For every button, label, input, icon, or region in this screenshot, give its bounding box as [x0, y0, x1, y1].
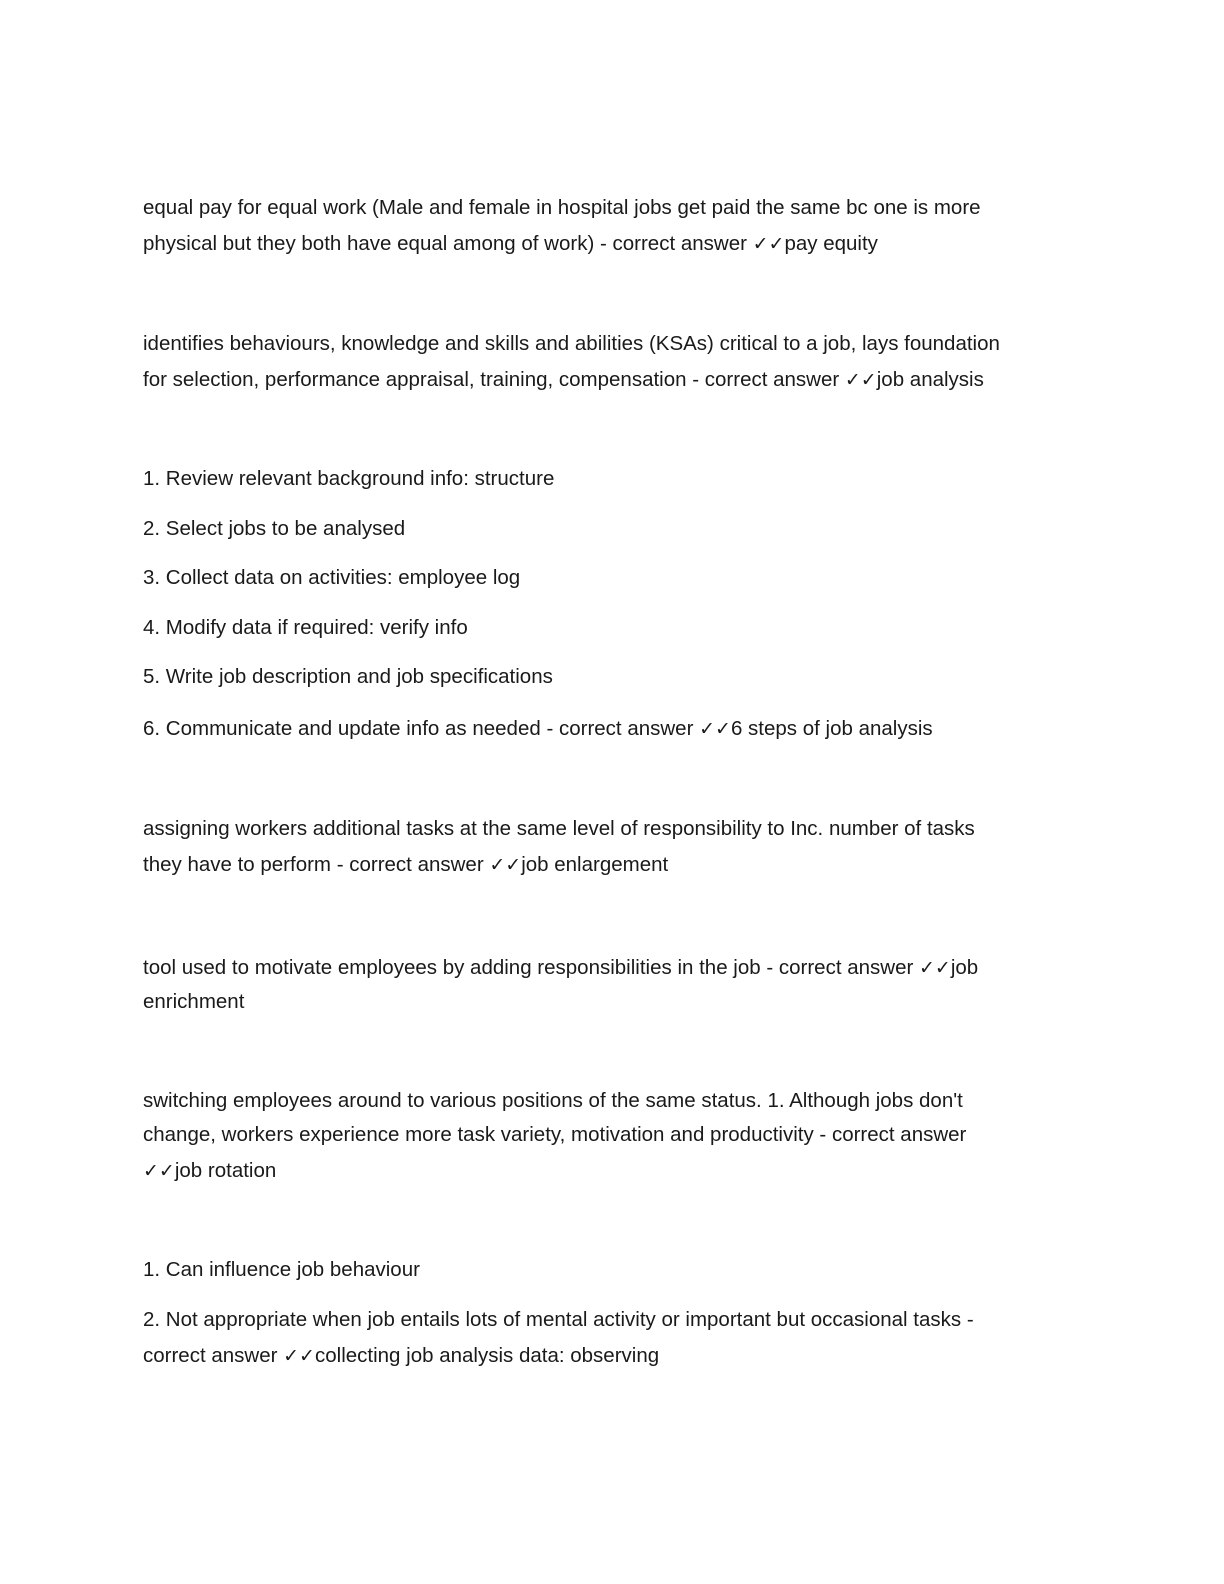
card-2-line-2 [143, 368, 1083, 392]
card-2-answer: job analysis [876, 368, 984, 391]
card-1-answer: pay equity [784, 232, 878, 255]
card-3-question-text: 6. Communicate and update info as needed - correct answer [143, 717, 700, 740]
card-5-answer: job [950, 956, 979, 979]
card-1-question-text: physical but they both have equal among of work) - correct answer [143, 232, 753, 255]
card-7-line-1: 1. Can influence job behaviour [143, 1258, 420, 1281]
card-5-line-1 [143, 956, 1083, 980]
card-3-answer: 6 steps of job analysis [730, 717, 933, 740]
card-6-line-2: change, workers experience more task variety, motivation and productivity - correct answer [143, 1123, 967, 1146]
card-3-step-2: 2. Select jobs to be analysed [143, 517, 406, 540]
card-2-question-text: for selection, performance appraisal, training, compensation - correct answer [143, 368, 845, 391]
card-5-answer-continued: enrichment [143, 990, 245, 1013]
card-2-line-1: identifies behaviours, knowledge and skills and abilities (KSAs) critical to a job, lays foundation [143, 332, 1000, 355]
card-6-line-3 [143, 1159, 1083, 1183]
card-3-step-4: 4. Modify data if required: verify info [143, 616, 468, 639]
card-1-line-1: equal pay for equal work (Male and female in hospital jobs get paid the same bc one is more [143, 196, 981, 219]
card-7-question-text: correct answer [143, 1344, 284, 1367]
card-3-step-1: 1. Review relevant background info: structure [143, 467, 555, 490]
card-7-answer: collecting job analysis data: observing [314, 1344, 660, 1367]
card-4-line-1: assigning workers additional tasks at the same level of responsibility to Inc. number of tasks [143, 817, 975, 840]
card-4-question-text: they have to perform - correct answer [143, 853, 490, 876]
card-7-line-3 [143, 1344, 1083, 1368]
double-check-icon: ✓✓ [489, 854, 522, 876]
card-3-step-3: 3. Collect data on activities: employee log [143, 566, 521, 589]
card-5-question-text: tool used to motivate employees by adding responsibilities in the job - correct answer [143, 956, 919, 979]
card-1-line-2 [143, 232, 1083, 256]
card-4-answer: job enlargement [521, 853, 669, 876]
double-check-icon: ✓✓ [844, 369, 877, 391]
card-6-line-1: switching employees around to various positions of the same status. 1. Although jobs don't [143, 1089, 963, 1112]
card-3-step-6 [143, 717, 1083, 741]
double-check-icon: ✓✓ [143, 1160, 175, 1182]
card-6-answer: job rotation [174, 1159, 277, 1182]
double-check-icon: ✓✓ [283, 1345, 315, 1367]
double-check-icon: ✓✓ [752, 233, 785, 255]
card-3-step-5: 5. Write job description and job specifications [143, 665, 553, 688]
double-check-icon: ✓✓ [699, 718, 731, 740]
card-4-line-2 [143, 853, 1083, 877]
double-check-icon: ✓✓ [919, 957, 951, 979]
card-7-line-2: 2. Not appropriate when job entails lots of mental activity or important but occasional tasks - [143, 1308, 974, 1331]
